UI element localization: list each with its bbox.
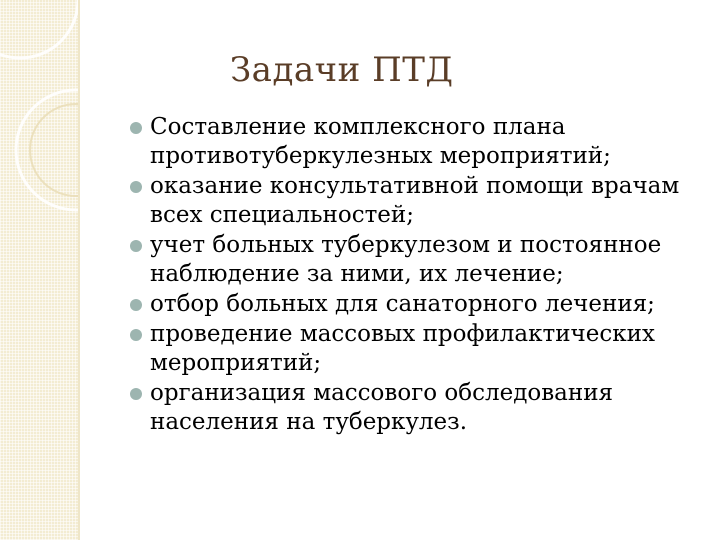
side-decorative-panel [0, 0, 78, 540]
ring-decoration-icon [0, 0, 78, 540]
circle-bullet-icon [130, 122, 142, 134]
circle-bullet-icon [130, 240, 142, 252]
bullet-item [130, 172, 710, 230]
circle-bullet-icon [130, 181, 142, 193]
bullet-text: проведение массовых профилактических мероприятий; [150, 321, 655, 376]
slide-content [130, 113, 710, 438]
bullet-text: организация массового обследования населения на туберкулез. [150, 380, 614, 435]
bullet-item [130, 290, 710, 319]
bullet-item [130, 113, 710, 171]
slide-title: Задачи ПТД [230, 50, 454, 90]
circle-bullet-icon [130, 299, 142, 311]
bullet-item [130, 231, 710, 289]
bullet-text: учет больных туберкулезом и постоянное наблюдение за ними, их лечение; [150, 232, 662, 287]
bullet-text: оказание консультативной помощи врачам всех специальностей; [150, 173, 680, 228]
bullet-text: Составление комплексного плана противотуберкулезных мероприятий; [150, 114, 611, 169]
circle-bullet-icon [130, 388, 142, 400]
bullet-item [130, 379, 710, 437]
circle-bullet-icon [130, 329, 142, 341]
bullet-list [130, 113, 710, 437]
bullet-item [130, 320, 710, 378]
bullet-text: отбор больных для санаторного лечения; [150, 291, 655, 317]
